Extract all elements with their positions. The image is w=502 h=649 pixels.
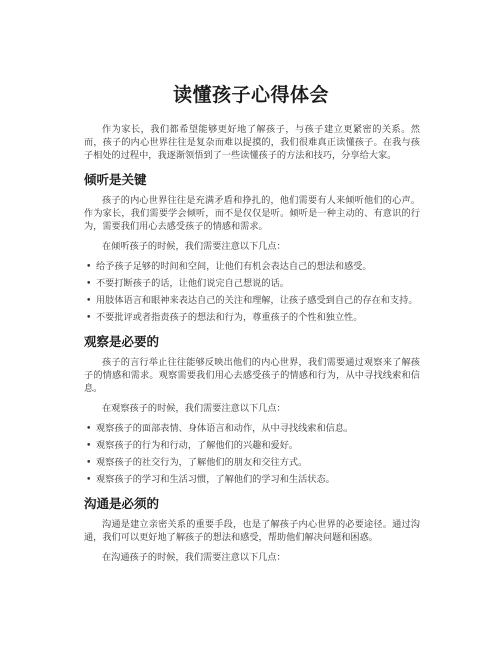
section-heading-communication: 沟通是必须的 (84, 496, 160, 511)
document-body (84, 123, 420, 571)
list-item-text: 观察孩子的行为和行动，了解他们的兴趣和爱好。 (96, 440, 299, 451)
section-lead: 在观察孩子的时候，我们需要注意以下几点： (102, 403, 286, 414)
section-paragraph: 孩子的内心世界往往是充满矛盾和挣扎的，他们需要有人来倾听他们的心声。作为家长，我们需要学会倾听，而不是仅仅是听。倾听是一种主动的、有意识的行为，需要我们用心去感受孩子的情感和需求。 (84, 195, 420, 232)
list-item-text: 观察孩子的学习和生活习惯，了解他们的学习和生活状态。 (96, 474, 335, 485)
bullet-list (84, 422, 420, 486)
list-item-text: 观察孩子的社交行为，了解他们的朋友和交往方式。 (96, 457, 308, 468)
list-item-text: 用肢体语言和眼神来表达自己的关注和理解，让孩子感受到自己的存在和支持。 (96, 295, 418, 306)
list-item-text: 观察孩子的面部表情、身体语言和动作，从中寻找线索和信息。 (96, 423, 354, 434)
bullet-icon: • (86, 295, 92, 306)
list-item-text: 不要批评或者指责孩子的想法和行为，尊重孩子的个性和独立性。 (96, 312, 363, 323)
list-item (84, 260, 420, 273)
list-item (84, 294, 420, 307)
bullet-icon: • (86, 278, 92, 289)
bullet-icon: • (86, 261, 92, 272)
list-item-text: 不要打断孩子的话，让他们说完自己想说的话。 (96, 278, 289, 289)
section-lead: 在倾听孩子的时候，我们需要注意以下几点： (102, 241, 286, 252)
list-item (84, 277, 420, 290)
bullet-icon: • (86, 440, 92, 451)
bullet-icon: • (86, 474, 92, 485)
list-item-text: 给予孩子足够的时间和空间，让他们有机会表达自己的想法和感受。 (96, 261, 372, 272)
section-heading-observation: 观察是必要的 (84, 334, 160, 349)
document-title: 读懂孩子心得体会 (172, 84, 329, 106)
list-item (84, 473, 420, 486)
list-item (84, 439, 420, 452)
section-heading-listening: 倾听是关键 (84, 172, 147, 187)
bullet-icon: • (86, 457, 92, 468)
section-paragraph: 孩子的言行举止往往能够反映出他们的内心世界，我们需要通过观察来了解孩子的情感和需求。观察需要我们用心去感受孩子的情感和行为，从中寻找线索和信息。 (84, 357, 420, 394)
bullet-icon: • (86, 423, 92, 434)
bullet-icon: • (86, 312, 92, 323)
bullet-list (84, 260, 420, 324)
section-paragraph: 沟通是建立亲密关系的重要手段，也是了解孩子内心世界的必要途径。通过沟通，我们可以更好地了解孩子的想法和感受，帮助他们解决问题和困惑。 (84, 519, 420, 543)
intro-paragraph: 作为家长，我们都希望能够更好地了解孩子，与孩子建立更紧密的关系。然而，孩子的内心世界往往是复杂而难以捉摸的，我们很难真正读懂孩子。在我与孩子相处的过程中，我逐渐领悟到了一些读懂孩子的方法和技巧，分享给大家。 (84, 124, 420, 161)
list-item (84, 456, 420, 469)
section-lead: 在沟通孩子的时候，我们需要注意以下几点： (102, 552, 286, 563)
list-item (84, 311, 420, 324)
list-item (84, 422, 420, 435)
